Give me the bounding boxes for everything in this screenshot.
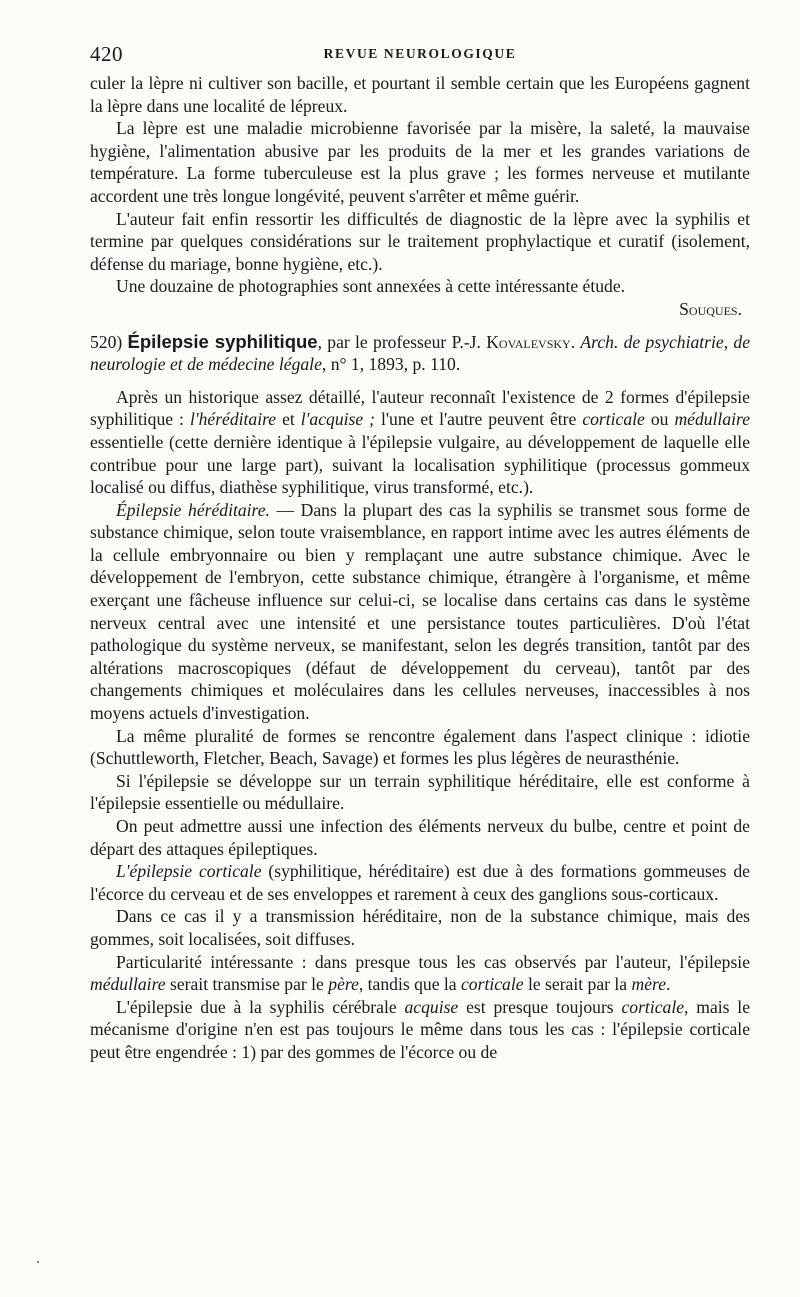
text-run: est presque toujours (458, 996, 622, 1017)
page-speck (37, 1261, 39, 1263)
emphasis: médullaire (90, 974, 166, 995)
text-run: le serait par la (523, 974, 632, 995)
text-run: — Dans la plupart des cas la syphilis se transmet sous forme de substance chimique, selon toute vraisemblance, en rapport intime avec les autres éléments de la cellule embryonnaire ou bien y remplaçant une autre substance chimique. Avec le développement de l'embryon, cette substance chimique, étrangère à l'organisme, et même exerçant une fâcheuse influence sur celui-ci, se localise dans certains cas dans le système nerveux central avec une intensité et une persistance toutes particulières. D'où l'état pathologique du système nerveux, se manifestant, selon les degrés transition, tantôt par des altérations macroscopiques (défaut de développement du cerveau), tantôt par des changements chimiques et moléculaires dans les cellules nerveuses, inaccessibles à nos moyens actuels d'investigation. (90, 499, 750, 724)
paragraph: La même pluralité de formes se rencontre également dans l'aspect clinique : idiotie (Schuttleworth, Fletcher, Beach, Savage) et formes les plus légères de neurasthénie. (90, 725, 750, 769)
page-header (90, 38, 750, 68)
text-run: (syphilitique, héréditaire) est due à des formations gommeuses de l'écorce du cerveau et de ses enveloppes et rarement à ceux des ganglions sous-corticaux. (90, 861, 750, 904)
text-run: L'épilepsie due à la syphilis cérébrale (116, 996, 405, 1017)
entry-byline: , par le professeur P.-J. (317, 331, 487, 352)
emphasis: médullaire (674, 409, 751, 430)
paragraph (90, 386, 750, 499)
subsection-title: Épilepsie héréditaire. (116, 499, 270, 520)
emphasis: père (328, 974, 359, 995)
text-run: essentielle (cette dernière identique à l'épilepsie vulgaire, au développement de laquelle elle contribue pour une large part), suivant la localisation syphilitique (processus gommeux localisé ou diffus, diathèse syphilitique, virus transformé, etc.). (90, 431, 750, 498)
text-run: , tandis que la (358, 974, 461, 995)
page-body (90, 72, 750, 1064)
entry-punctuation: . (570, 331, 581, 352)
text-run: et (276, 409, 301, 430)
text-run: l'une et l'autre peuvent être (375, 409, 583, 430)
entry-journal: Arch. de psychiatrie, de neurologie et de médecine légale (90, 331, 750, 375)
paragraph: Si l'épilepsie se développe sur un terrain syphilitique héréditaire, elle est conforme à l'épilepsie essentielle ou médullaire. (90, 770, 750, 814)
section-gap (90, 376, 750, 386)
entry-heading (90, 331, 750, 376)
text-run: , mais le mécanisme d'origine n'en est pas toujours le même dans tous les cas : l'épilepsie corticale peut être engendrée : 1) par des gommes de l'écorce ou de (90, 996, 751, 1062)
emphasis: l'acquise ; (300, 409, 376, 430)
emphasis: corticale (461, 974, 524, 995)
emphasis: l'héréditaire (189, 409, 277, 430)
paragraph: La lèpre est une maladie microbienne favorisée par la misère, la saleté, la mauvaise hygiène, l'alimentation abusive par les produits de la mer et les grandes variations de température. La forme tuberculeuse est la plus grave ; les formes nerveuse et mutilante accordent une très longue longévité, peuvent s'arrêter et même guérir. (90, 118, 750, 206)
entry-title: Épilepsie syphilitique (127, 330, 318, 352)
page-number: 420 (90, 42, 123, 66)
paragraph: culer la lèpre ni cultiver son bacille, et pourtant il semble certain que les Européens gagnent la lèpre dans une localité de lépreux. (90, 73, 750, 116)
running-head: REVUE NEUROLOGIQUE (323, 46, 517, 61)
section-gap (90, 321, 750, 331)
text-run: Après un historique assez détaillé, l'auteur reconnaît l'existence de 2 formes d'épilepsie syphilitique : (90, 386, 750, 430)
emphasis: acquise (404, 996, 459, 1017)
emphasis: corticale (582, 409, 645, 430)
text-run: ou (644, 409, 675, 430)
subsection-title: L'épilepsie corticale (116, 861, 262, 882)
paragraph: On peut admettre aussi une infection des éléments nerveux du bulbe, centre et point de départ des attaques épileptiques. (90, 816, 750, 859)
reviewer-signature: Souques. (679, 298, 742, 319)
paragraph (90, 499, 750, 725)
text-run: serait transmise par le (165, 974, 329, 995)
emphasis: mère (631, 974, 667, 995)
entry-number: 520) (90, 331, 123, 352)
emphasis: corticale (621, 996, 685, 1017)
paragraph: Une douzaine de photographies sont annexées à cette intéressante étude. (116, 276, 626, 297)
entry-issue: , n° 1, 1893, p. 110. (321, 354, 461, 375)
paragraph: Dans ce cas il y a transmission héréditaire, non de la substance chimique, mais des gommes, soit localisées, soit diffuses. (90, 906, 750, 949)
paragraph (90, 860, 750, 905)
paragraph (90, 951, 750, 996)
text-run: . (666, 974, 671, 995)
entry-author: Kovalevsky (486, 331, 571, 352)
text-run: Particularité intéressante : dans presque tous les cas observés par l'auteur, l'épilepsie (116, 951, 750, 972)
paragraph (90, 996, 750, 1064)
paragraph: L'auteur fait enfin ressortir les difficultés de diagnostic de la lèpre avec la syphilis et termine par quelques considérations sur le traitement prophylactique et curatif (isolement, défense du mariage, bonne hygiène, etc.). (90, 208, 750, 274)
